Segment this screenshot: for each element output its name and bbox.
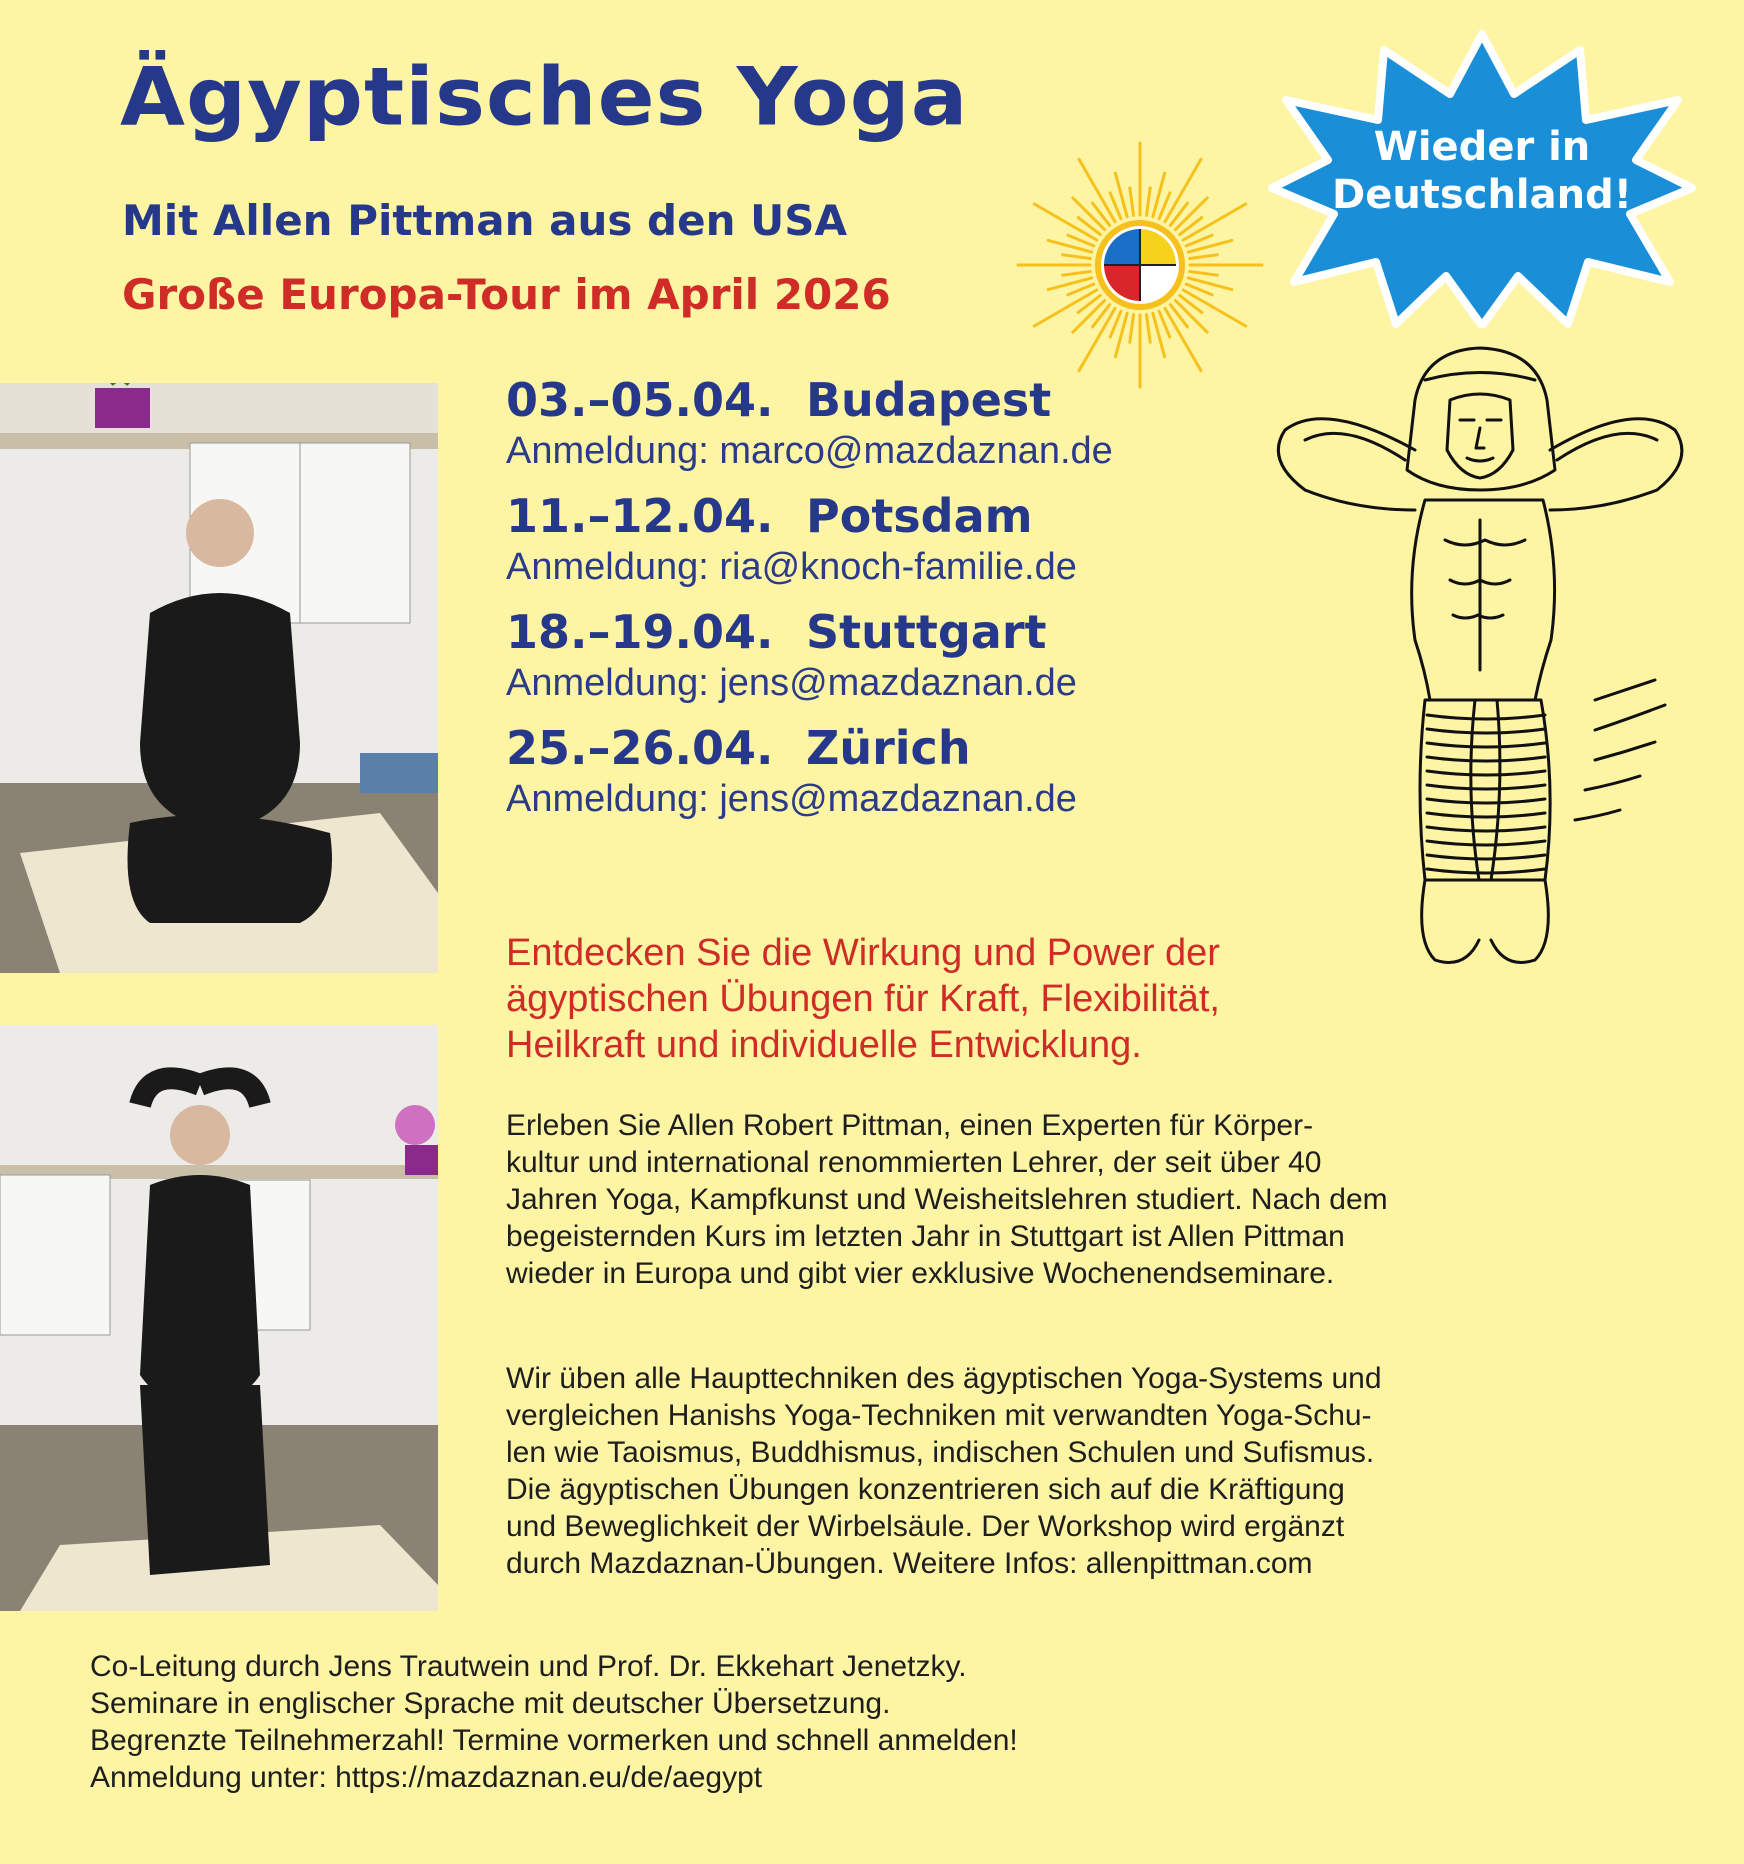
event-heading xyxy=(506,488,1266,544)
sun-ray xyxy=(1079,308,1115,370)
event-city: Budapest xyxy=(806,373,1052,427)
sun-ray xyxy=(1063,272,1091,276)
event-city: Stuttgart xyxy=(806,605,1047,659)
egyptian-figure-illustration xyxy=(1265,340,1705,980)
sun-ray xyxy=(1165,159,1201,221)
paragraph-line: Die ägyptischen Übungen konzentrieren sich auf die Kräftigung xyxy=(506,1473,1345,1506)
paragraph-line: Jahren Yoga, Kampfkunst und Weisheitslehren studiert. Nach dem xyxy=(506,1183,1388,1216)
sun-ray xyxy=(1147,315,1151,343)
paragraph-line: wieder in Europa und gibt vier exklusive Wochenendseminare. xyxy=(506,1257,1335,1290)
footer-line: Begrenzte Teilnehmerzahl! Termine vormerken und schnell anmelden! xyxy=(90,1724,1018,1757)
footer-notes xyxy=(90,1648,1490,1796)
badge-line1: Wieder in xyxy=(1373,124,1591,170)
event-registration: Anmeldung: jens@mazdaznan.de xyxy=(506,662,1077,704)
sun-ray xyxy=(1183,290,1245,326)
intro-paragraph xyxy=(506,1107,1636,1292)
footer-line: Anmeldung unter: https://mazdaznan.eu/de/aegypt xyxy=(90,1761,763,1794)
photo-kneeling-pose xyxy=(0,383,438,973)
sun-ray xyxy=(1130,188,1134,216)
paragraph-line: vergleichen Hanishs Yoga-Techniken mit verwandten Yoga-Schu- xyxy=(506,1399,1372,1432)
paragraph-line: begeisternden Kurs im letzten Jahr in Stuttgart ist Allen Pittman xyxy=(506,1220,1345,1253)
event-heading xyxy=(506,604,1266,660)
details-paragraph xyxy=(506,1360,1636,1582)
event-registration: Anmeldung: jens@mazdaznan.de xyxy=(506,778,1077,820)
event-city: Potsdam xyxy=(806,489,1033,543)
paragraph-line: durch Mazdaznan-Übungen. Weitere Infos: allenpittman.com xyxy=(506,1547,1313,1580)
sun-ray xyxy=(1147,188,1151,216)
highlight-line: Entdecken Sie die Wirkung und Power der xyxy=(506,932,1220,974)
event-heading xyxy=(506,720,1266,776)
tour-headline: Große Europa-Tour im April 2026 xyxy=(122,270,891,319)
sun-ray xyxy=(1034,290,1096,326)
sun-ray xyxy=(1165,308,1201,370)
event-item-potsdam xyxy=(506,488,1266,590)
event-heading xyxy=(506,372,1266,428)
highlight-line: ägyptischen Übungen für Kraft, Flexibilität, xyxy=(506,978,1220,1020)
paragraph-line: Wir üben alle Haupttechniken des ägyptischen Yoga-Systems und xyxy=(506,1362,1382,1395)
badge-line2: Deutschland! xyxy=(1332,172,1632,218)
subtitle: Mit Allen Pittman aus den USA xyxy=(122,196,847,245)
event-list xyxy=(506,372,1266,836)
sun-emblem-icon xyxy=(1015,140,1265,390)
sun-ray xyxy=(1130,315,1134,343)
starburst-badge xyxy=(1268,28,1696,328)
event-item-zurich xyxy=(506,720,1266,822)
sun-ray xyxy=(1183,204,1245,240)
footer-line: Seminare in englischer Sprache mit deutscher Übersetzung. xyxy=(90,1687,891,1720)
event-city: Zürich xyxy=(806,721,971,775)
sun-ray xyxy=(1034,204,1096,240)
highlight-text xyxy=(506,930,1376,1068)
paragraph-line: und Beweglichkeit der Wirbelsäule. Der Workshop wird ergänzt xyxy=(506,1510,1345,1543)
event-date: 03.–05.04. xyxy=(506,373,774,427)
sun-ray xyxy=(1063,255,1091,259)
sun-ray xyxy=(1190,272,1218,276)
event-date: 18.–19.04. xyxy=(506,605,774,659)
event-registration: Anmeldung: ria@knoch-familie.de xyxy=(506,546,1077,588)
highlight-line: Heilkraft und individuelle Entwicklung. xyxy=(506,1024,1142,1066)
sun-ray xyxy=(1079,159,1115,221)
paragraph-line: kultur und international renommierten Lehrer, der seit über 40 xyxy=(506,1146,1322,1179)
sun-ray xyxy=(1190,255,1218,259)
event-date: 25.–26.04. xyxy=(506,721,774,775)
event-item-stuttgart xyxy=(506,604,1266,706)
paragraph-line: len wie Taoismus, Buddhismus, indischen Schulen und Sufismus. xyxy=(506,1436,1375,1469)
event-date: 11.–12.04. xyxy=(506,489,774,543)
event-item-budapest xyxy=(506,372,1266,474)
photo-arms-behind-head xyxy=(0,1025,438,1611)
page-title: Ägyptisches Yoga xyxy=(120,50,969,144)
footer-line: Co-Leitung durch Jens Trautwein und Prof. Dr. Ekkehart Jenetzky. xyxy=(90,1650,967,1683)
event-registration: Anmeldung: marco@mazdaznan.de xyxy=(506,430,1113,472)
paragraph-line: Erleben Sie Allen Robert Pittman, einen Experten für Körper- xyxy=(506,1109,1314,1142)
